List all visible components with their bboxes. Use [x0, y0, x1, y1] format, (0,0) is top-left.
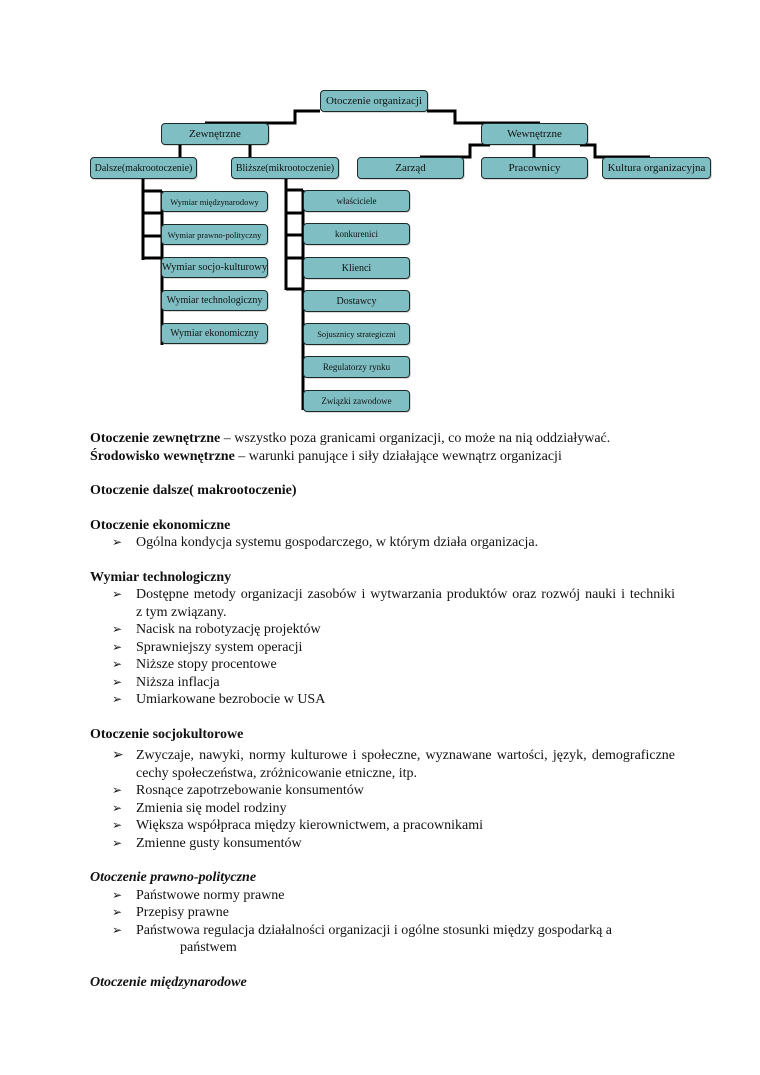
legal-political-list [90, 887, 675, 957]
arrow-bullet-icon: ➢ [112, 674, 123, 689]
section-heading-international: Otoczenie międzynarodowe [90, 974, 247, 990]
diagram-node-external: Zewnętrzne [161, 123, 269, 145]
diagram-node-market-regulators: Regulatorzy rynku [303, 356, 410, 378]
section-heading-socio-cultural: Otoczenie socjokultorowe [90, 726, 244, 742]
document-body [90, 430, 675, 991]
arrow-bullet-icon: ➢ [112, 692, 123, 706]
arrow-bullet-icon: ➢ [112, 639, 123, 654]
list-item [90, 639, 675, 657]
list-item-continuation: państwem [180, 940, 237, 955]
list-item-text: Niższa inflacja [136, 674, 220, 690]
diagram-node-international: Wymiar międzynarodowy [161, 191, 268, 212]
diagram-node-far-environment: Dalsze(makrootoczenie) [90, 157, 197, 179]
definition-internal [90, 448, 675, 466]
diagram-node-socio-cultural: Wymiar socjo-kulturowy [161, 257, 268, 278]
arrow-bullet-icon: ➢ [112, 657, 123, 671]
diagram-node-owners: właściciele [303, 190, 410, 212]
list-item [90, 922, 675, 957]
technological-list [90, 586, 675, 709]
diagram-node-trade-unions: Związki zawodowe [303, 390, 410, 412]
list-item-text: Zwyczaje, nawyki, normy kulturowe i społeczne, wyznawane wartości, język, demograficzne [136, 748, 675, 763]
list-item-text: Rosnące zapotrzebowanie konsumentów [136, 783, 364, 798]
diagram-node-legal-political: Wymiar prawno-polityczny [161, 224, 268, 245]
list-item-text: Zmienne gusty konsumentów [136, 835, 302, 851]
arrow-bullet-icon: ➢ [112, 887, 123, 902]
definition-text: – warunki panujące i siły działające wewnątrz organizacji [234, 448, 562, 464]
section-heading-technological: Wymiar technologiczny [90, 569, 232, 585]
diagram-node-clients: Klienci [303, 257, 410, 279]
list-item [90, 691, 675, 709]
diagram-node-strategic-allies: Sojusznicy strategiczni [303, 323, 410, 345]
list-item [90, 904, 675, 922]
list-item [90, 656, 675, 674]
arrow-bullet-icon: ➢ [112, 818, 123, 832]
section-heading-economic: Otoczenie ekonomiczne [90, 517, 231, 533]
list-item [90, 747, 675, 782]
list-item-continuation: z tym związany. [136, 604, 227, 620]
list-item-text: Przepisy prawne [136, 905, 229, 920]
list-item [90, 800, 675, 818]
diagram-node-near-environment: Bliższe(mikrootoczenie) [231, 157, 339, 179]
diagram-node-technological: Wymiar technologiczny [161, 290, 268, 311]
diagram-node-root: Otoczenie organizacji [320, 90, 428, 112]
socio-cultural-list [90, 747, 675, 852]
list-item-text: Niższe stopy procentowe [136, 657, 277, 672]
list-item [90, 782, 675, 800]
list-item-text: Państwowe normy prawne [136, 887, 285, 903]
arrow-bullet-icon: ➢ [112, 587, 123, 601]
definition-term: Środowisko wewnętrzne [90, 448, 235, 464]
list-item-text: Zmienia się model rodziny [136, 800, 287, 816]
arrow-bullet-icon: ➢ [112, 800, 123, 815]
definition-external [90, 430, 675, 448]
list-item [90, 534, 675, 552]
arrow-bullet-icon: ➢ [112, 748, 124, 763]
definition-term: Otoczenie zewnętrzne [90, 431, 221, 446]
list-item-continuation: cechy społeczeństwa, zróżnicowanie etniczne, itp. [136, 765, 418, 781]
list-item-text: Większa współpraca między kierownictwem, a pracownikami [136, 818, 483, 833]
arrow-bullet-icon: ➢ [112, 783, 123, 797]
list-item-text: Dostępne metody organizacji zasobów i wytwarzania produktów oraz rozwój nauki i techniki [136, 587, 675, 602]
list-item [90, 674, 675, 692]
arrow-bullet-icon: ➢ [112, 535, 123, 549]
diagram-node-economic: Wymiar ekonomiczny [161, 323, 268, 344]
list-item-text: Umiarkowane bezrobocie w USA [136, 692, 326, 707]
diagram-node-internal: Wewnętrzne [481, 123, 588, 145]
arrow-bullet-icon: ➢ [112, 622, 123, 636]
section-heading-far-environment: Otoczenie dalsze( makrootoczenie) [90, 483, 297, 498]
list-item [90, 621, 675, 639]
list-item [90, 586, 675, 621]
diagram-node-suppliers: Dostawcy [303, 290, 410, 312]
list-item-text: Państwowa regulacja działalności organizacji i ogólne stosunki między gospodarką a [136, 922, 612, 938]
diagram-node-competitors: konkurenici [303, 223, 410, 245]
diagram-node-management: Zarząd [357, 157, 464, 179]
section-heading-legal-political: Otoczenie prawno-polityczne [90, 870, 257, 885]
arrow-bullet-icon: ➢ [112, 835, 123, 850]
economic-list [90, 534, 675, 552]
list-item [90, 835, 675, 853]
arrow-bullet-icon: ➢ [112, 922, 123, 937]
list-item [90, 817, 675, 835]
list-item-text: Ogólna kondycja systemu gospodarczego, w którym działa organizacja. [136, 535, 539, 550]
org-environment-diagram [0, 0, 760, 420]
diagram-node-org-culture: Kultura organizacyjna [602, 157, 711, 179]
list-item-text: Sprawniejszy system operacji [136, 639, 303, 655]
arrow-bullet-icon: ➢ [112, 905, 123, 919]
list-item-text: Nacisk na robotyzację projektów [136, 622, 321, 637]
definition-text: – wszystko poza granicami organizacji, co może na nią oddziaływać. [220, 431, 611, 446]
list-item [90, 887, 675, 905]
diagram-node-employees: Pracownicy [481, 157, 588, 179]
